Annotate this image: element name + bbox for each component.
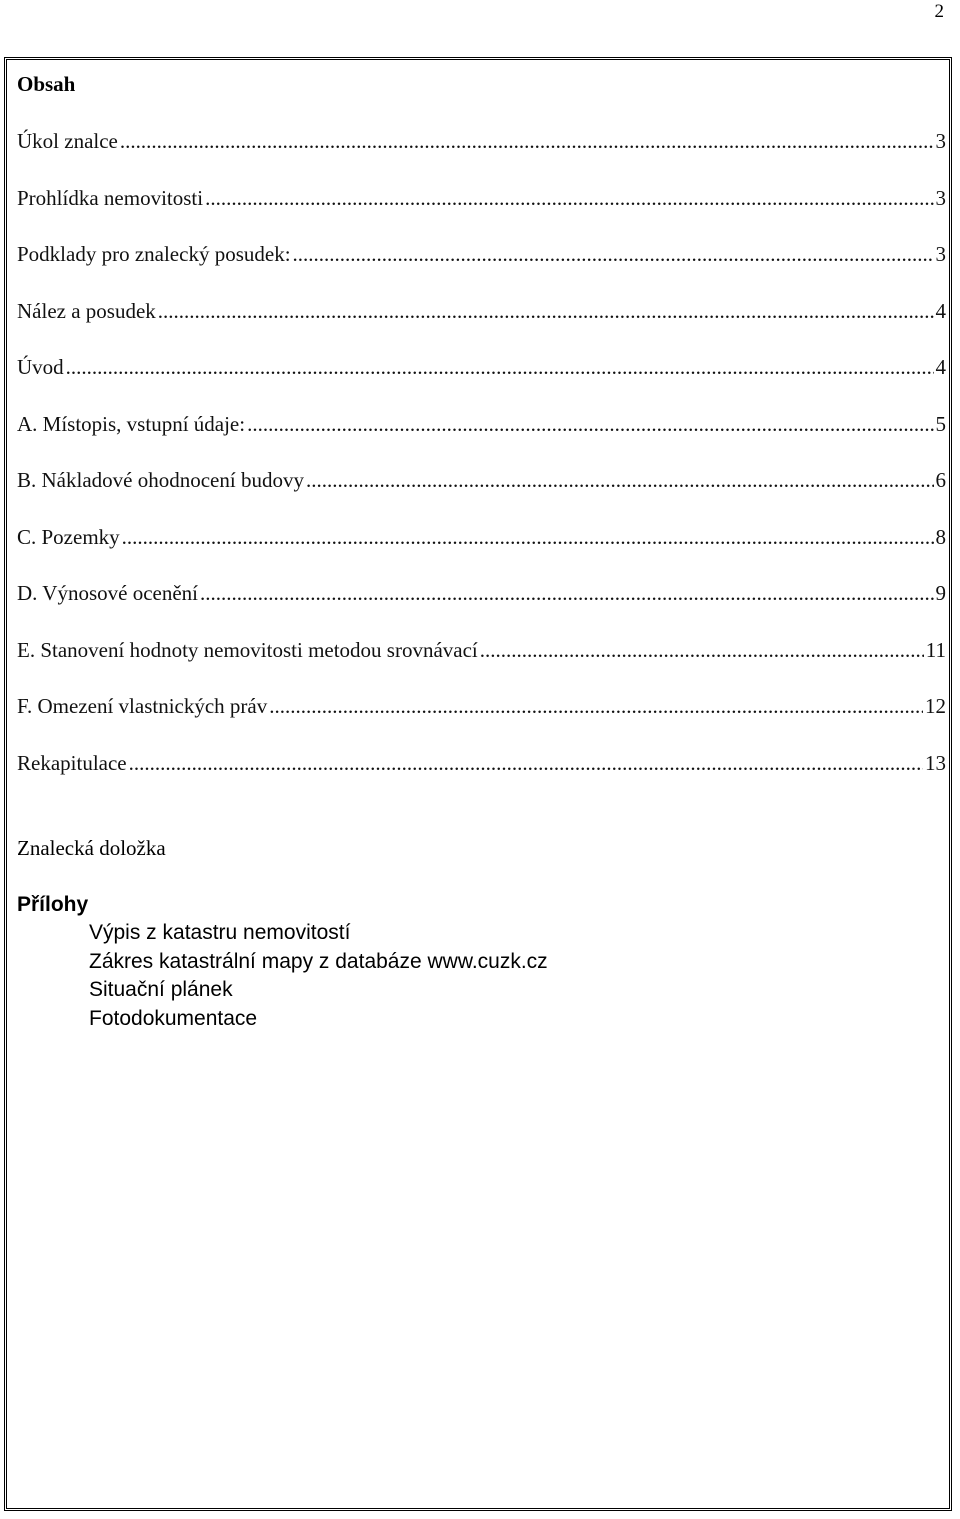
toc-entry-page: 3 — [935, 242, 946, 266]
toc-entry-title: Podklady pro znalecký posudek: — [17, 242, 291, 266]
toc-entry[interactable] — [17, 749, 946, 806]
toc-entry-page: 4 — [935, 355, 946, 379]
annexes-list — [89, 919, 548, 1033]
toc-entry-title: Úvod — [17, 355, 64, 379]
toc-entry-title: E. Stanovení hodnoty nemovitosti metodou srovnávací — [17, 637, 478, 662]
toc-entry[interactable] — [17, 127, 946, 184]
toc-entry[interactable] — [17, 692, 946, 749]
expert-clause: Znalecká doložka — [17, 836, 166, 860]
toc-dot-leader — [293, 240, 934, 268]
toc-dot-leader — [158, 297, 934, 325]
toc-dot-leader — [200, 579, 934, 607]
toc-entry-page: 3 — [935, 129, 946, 153]
toc-dot-leader — [247, 410, 933, 438]
toc-entry-title: Nález a posudek — [17, 298, 156, 323]
annex-item: Zákres katastrální mapy z databáze www.cuzk.cz — [89, 949, 548, 973]
toc-entry-title: Prohlídka nemovitosti — [17, 185, 204, 210]
annexes-heading: Přílohy — [17, 893, 89, 916]
toc-entry-title: F. Omezení vlastnických práv — [17, 694, 268, 718]
annex-item: Situační plánek — [89, 978, 233, 1001]
toc-entry-title: C. Pozemky — [17, 524, 120, 549]
annex-item: Výpis z katastru nemovitostí — [89, 921, 351, 944]
toc-dot-leader — [306, 466, 934, 494]
toc-entry-page: 8 — [935, 524, 946, 549]
toc-entry-title: B. Nákladové ohodnocení budovy — [17, 468, 304, 492]
toc-entry-title: D. Výnosové ocenění — [17, 581, 198, 605]
toc-entry-page: 6 — [935, 468, 946, 492]
annex-item: Fotodokumentace — [89, 1006, 258, 1030]
toc-dot-leader — [66, 353, 934, 381]
toc-entry[interactable] — [17, 636, 946, 693]
toc-entry[interactable] — [17, 297, 946, 354]
toc-entry-page: 9 — [935, 581, 946, 605]
toc-dot-leader — [480, 636, 924, 664]
toc-dot-leader — [129, 749, 923, 777]
toc-entry-title: A. Místopis, vstupní údaje: — [17, 411, 246, 436]
toc-entry-page: 12 — [925, 694, 946, 718]
toc-entry[interactable] — [17, 240, 946, 297]
toc-entry[interactable] — [17, 579, 946, 636]
toc-entry-title: Úkol znalce — [17, 129, 118, 153]
toc-entry[interactable] — [17, 353, 946, 410]
toc-entry-page: 11 — [925, 637, 946, 662]
toc-dot-leader — [269, 692, 923, 720]
toc-entry[interactable] — [17, 410, 946, 467]
toc-entry[interactable] — [17, 523, 946, 580]
toc-list — [17, 127, 946, 805]
toc-entry-page: 4 — [935, 298, 946, 323]
toc-entry[interactable] — [17, 184, 946, 241]
table-of-contents — [17, 70, 946, 805]
toc-dot-leader — [122, 523, 934, 551]
toc-dot-leader — [205, 184, 933, 212]
toc-entry-page: 3 — [935, 185, 946, 210]
toc-entry-title: Rekapitulace — [17, 750, 127, 775]
toc-dot-leader — [120, 127, 934, 155]
toc-entry[interactable] — [17, 466, 946, 523]
page-number: 2 — [934, 1, 944, 22]
toc-entry-page: 5 — [935, 411, 946, 436]
toc-entry-page: 13 — [925, 750, 946, 775]
toc-heading: Obsah — [17, 72, 76, 96]
